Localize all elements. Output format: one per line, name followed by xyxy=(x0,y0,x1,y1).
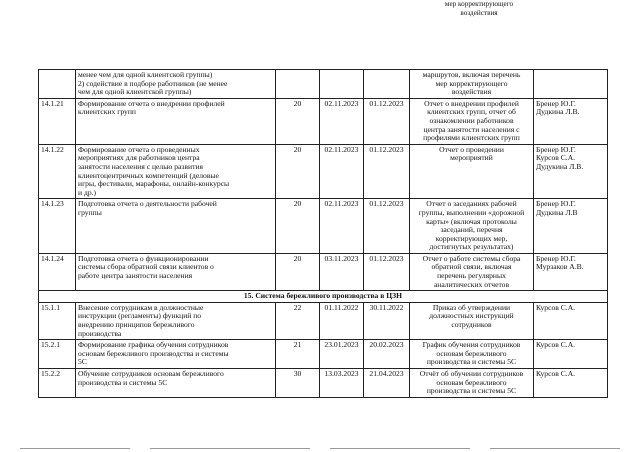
responsible-cell xyxy=(534,302,608,339)
task-line: Подготовка отчета о деятельности рабочей xyxy=(78,199,217,209)
end-cell: 20.02.2023 xyxy=(364,340,410,369)
responsible-line: Дудкина Л.В xyxy=(536,207,578,217)
task-line: клиентоцентричных компетенций (деловые xyxy=(78,170,219,180)
top-fragment-line: мер корректирующего xyxy=(444,0,514,8)
task-line: 5С xyxy=(78,357,87,367)
responsible-cell xyxy=(534,144,608,199)
responsible-line: Дудукина Л.В. xyxy=(536,161,584,171)
task-cell xyxy=(76,144,276,199)
task-line: 2) содействие в подборе работников (не менее xyxy=(78,78,228,88)
task-cell xyxy=(76,70,276,99)
responsible-line: Курсов С.А. xyxy=(536,302,576,312)
table-row xyxy=(39,340,608,369)
table-row xyxy=(39,144,608,199)
task-line: игры, фестивали, марафоны, онлайн-конкурсы xyxy=(78,179,230,189)
n-cell: 20 xyxy=(276,98,320,144)
task-line: Формирование отчета о проведенных xyxy=(78,144,200,154)
task-line: Формирование графика обучения сотрудников xyxy=(78,340,229,350)
table-row xyxy=(39,369,608,398)
task-line: чем для одной клиентской группы) xyxy=(78,87,192,97)
num-cell: 15.2.1 xyxy=(39,340,76,369)
responsible-line: Курсов С.А. xyxy=(536,153,576,163)
table-row xyxy=(39,199,608,254)
end-cell: 01.12.2023 xyxy=(364,144,410,199)
start-cell xyxy=(320,70,364,99)
task-line: работе центра занятости населения xyxy=(78,271,193,281)
result-line: Отчет о внедрении профилей xyxy=(424,98,519,108)
responsible-line: Бренер Ю.Г. xyxy=(536,253,576,263)
start-cell: 23.01.2023 xyxy=(320,340,364,369)
result-line: ознакомлении работников xyxy=(429,115,514,125)
task-line: Подготовка отчета о функционировании xyxy=(78,253,209,263)
result-line: сотрудников xyxy=(451,320,492,330)
scan-edge-segment xyxy=(20,448,130,449)
task-line: Внесение сотрудникам в должностные xyxy=(78,302,204,312)
num-cell: 14.1.23 xyxy=(39,199,76,254)
task-line: Обучение сотрудников основам бережливого xyxy=(78,369,224,378)
end-cell: 01.12.2023 xyxy=(364,98,410,144)
result-line: перечень регулярных xyxy=(437,271,506,281)
responsible-line: Бренер Ю.Г. xyxy=(536,199,576,209)
end-cell: 30.11.2022 xyxy=(364,302,410,339)
start-cell: 02.11.2023 xyxy=(320,98,364,144)
num-cell: 14.1.22 xyxy=(39,144,76,199)
task-cell xyxy=(76,253,276,290)
responsible-cell xyxy=(534,369,608,398)
end-cell: 21.04.2023 xyxy=(364,369,410,398)
result-line: центра занятости населения с xyxy=(423,124,520,134)
task-line: и др.) xyxy=(78,187,97,197)
section-title: 15. Система бережливого производства в ЦЗН xyxy=(39,291,608,303)
responsible-line: Курсов С.А. xyxy=(536,369,576,378)
result-cell xyxy=(410,70,534,99)
start-cell: 01.11.2022 xyxy=(320,302,364,339)
top-fragment-line: воздействия xyxy=(460,8,498,17)
responsible-line: Бренер Ю.Г. xyxy=(536,144,576,154)
task-line: системы сбора обратной связи клиентов о xyxy=(78,262,214,272)
result-line: основам бережливого xyxy=(436,348,507,358)
result-line: мероприятий xyxy=(450,153,493,163)
responsible-cell xyxy=(534,70,608,99)
table-row xyxy=(39,98,608,144)
result-cell xyxy=(410,144,534,199)
result-line: аналитических отчетов xyxy=(433,279,510,289)
result-cell xyxy=(410,369,534,398)
result-line: Отчёт об обучении сотрудников xyxy=(419,369,524,378)
result-line: корректирующих мер, xyxy=(435,233,508,243)
task-cell xyxy=(76,199,276,254)
result-line: воздействия xyxy=(451,87,492,97)
n-cell: 30 xyxy=(276,369,320,398)
result-line: должностных инструкций xyxy=(429,311,514,321)
result-cell xyxy=(410,340,534,369)
result-line: основам бережливого xyxy=(436,377,507,387)
num-cell: 14.1.24 xyxy=(39,253,76,290)
result-line: Отчет о заседаниях рабочей xyxy=(426,199,517,209)
plan-table xyxy=(38,69,608,398)
n-cell: 21 xyxy=(276,340,320,369)
task-cell xyxy=(76,98,276,144)
result-line: Приказ об утверждении xyxy=(432,302,511,312)
scan-edge-line xyxy=(0,446,640,452)
task-line: внедрению принципов бережливого xyxy=(78,320,195,330)
n-cell: 20 xyxy=(276,253,320,290)
result-cell xyxy=(410,302,534,339)
scan-edge-segment xyxy=(150,448,310,449)
task-line: производства и системы 5С xyxy=(78,377,168,387)
responsible-cell xyxy=(534,199,608,254)
result-cell xyxy=(410,199,534,254)
task-line: группы xyxy=(78,207,102,217)
end-cell: 01.12.2023 xyxy=(364,199,410,254)
task-line: менее чем для одной клиентской группы) xyxy=(78,70,213,79)
result-line: Отчет о работе системы сбора xyxy=(422,253,521,263)
end-cell xyxy=(364,70,410,99)
responsible-cell xyxy=(534,340,608,369)
result-line: заседаний, перечня xyxy=(440,225,503,235)
result-line: группы, выполнении «дорожной xyxy=(418,207,525,217)
result-line: производства и системы 5С xyxy=(426,357,517,367)
result-line: мер корректирующего xyxy=(435,78,508,88)
table-row xyxy=(39,302,608,339)
table-row xyxy=(39,253,608,290)
num-cell: 15.1.1 xyxy=(39,302,76,339)
task-line: инструкции (регламенты) функций по xyxy=(78,311,202,321)
n-cell xyxy=(276,70,320,99)
result-line: карты» (включая протоколы xyxy=(426,216,517,226)
responsible-line: Бренер Ю.Г. xyxy=(536,98,576,108)
table-row-continuation xyxy=(39,70,608,99)
start-cell: 02.11.2023 xyxy=(320,199,364,254)
task-line: мероприятиях для работников центра xyxy=(78,153,200,163)
n-cell: 20 xyxy=(276,144,320,199)
responsible-cell xyxy=(534,253,608,290)
task-line: производства xyxy=(78,328,122,338)
result-line: Отчет о проведении xyxy=(439,144,504,154)
start-cell: 03.11.2023 xyxy=(320,253,364,290)
num-cell: 14.1.21 xyxy=(39,98,76,144)
responsible-line: Мурзаков А.В. xyxy=(536,262,584,272)
end-cell: 01.12.2023 xyxy=(364,253,410,290)
result-line: достигнутых результатах) xyxy=(429,242,514,252)
start-cell: 13.03.2023 xyxy=(320,369,364,398)
n-cell: 20 xyxy=(276,199,320,254)
scan-edge-segment xyxy=(490,448,620,449)
task-cell xyxy=(76,369,276,398)
result-line: График обучения сотрудников xyxy=(422,340,521,350)
task-line: занятости населения с целью развития xyxy=(78,161,203,171)
result-line: профилями клиентских групп xyxy=(423,133,520,143)
section-header-row xyxy=(39,291,608,303)
num-cell xyxy=(39,70,76,99)
task-cell xyxy=(76,302,276,339)
result-line: маршрутов, включая перечень xyxy=(422,70,521,79)
task-line: клиентских групп xyxy=(78,107,136,117)
task-line: Формирование отчета о внедрении профилей xyxy=(78,98,225,108)
scan-edge-segment xyxy=(330,448,470,449)
result-line: клиентских групп, отчет об xyxy=(427,107,516,117)
start-cell: 02.11.2023 xyxy=(320,144,364,199)
n-cell: 22 xyxy=(276,302,320,339)
responsible-line: Курсов С.А. xyxy=(536,340,576,350)
result-cell xyxy=(410,253,534,290)
task-line: основам бережливого производства и системы xyxy=(78,348,229,358)
page-top-fragment xyxy=(418,0,540,17)
result-line: производства и системы 5С xyxy=(426,386,517,396)
responsible-cell xyxy=(534,98,608,144)
num-cell: 15.2.2 xyxy=(39,369,76,398)
result-cell xyxy=(410,98,534,144)
result-line: обратной связи, включая xyxy=(431,262,512,272)
responsible-line: Дудкина Л.В. xyxy=(536,107,580,117)
task-cell xyxy=(76,340,276,369)
